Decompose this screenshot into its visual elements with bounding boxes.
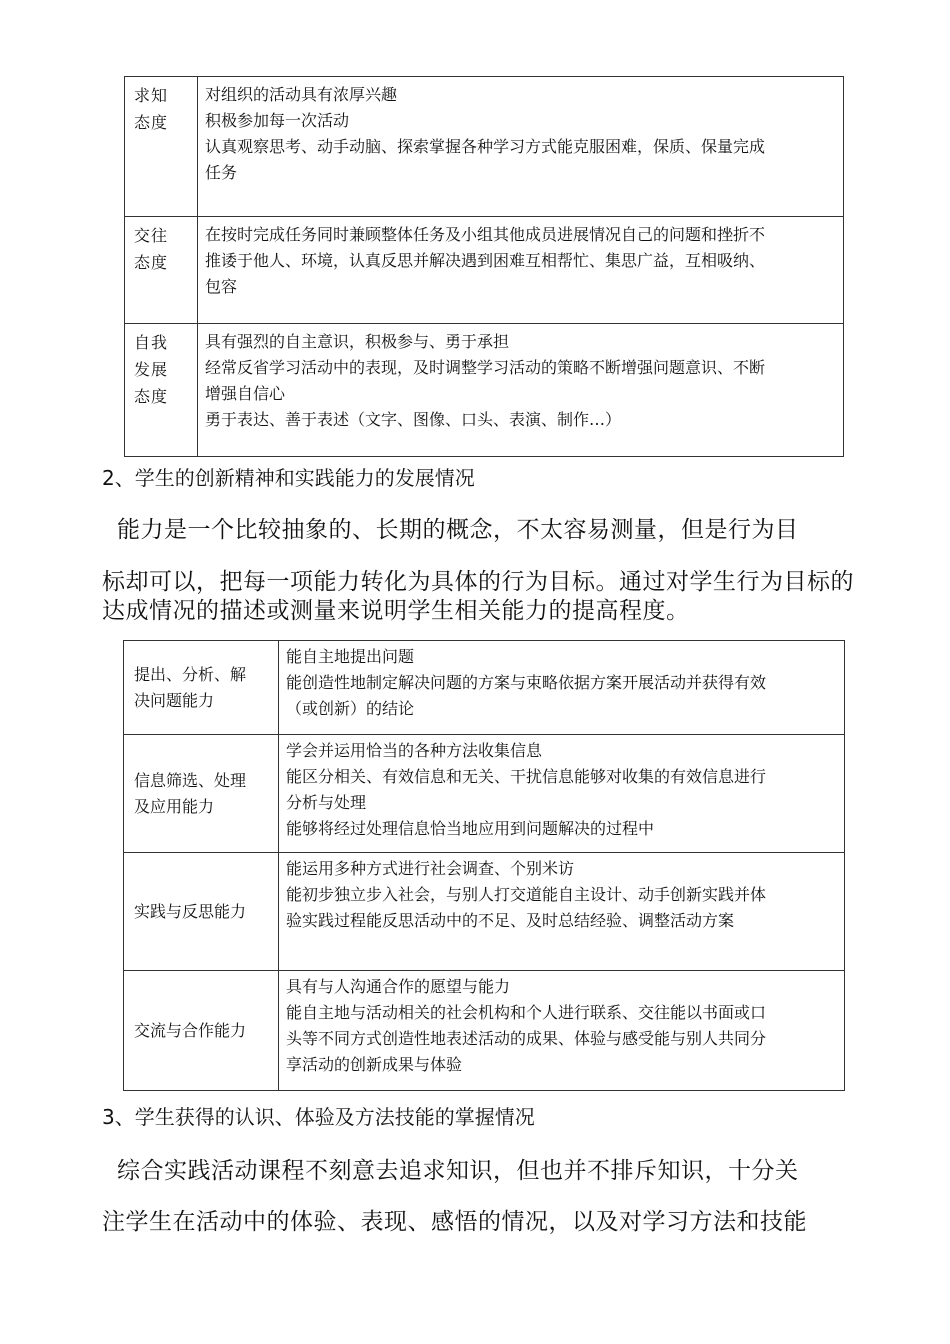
table-row (124, 735, 845, 853)
row-content: 能自主地提出问题 能创造性地制定解决问题的方案与束略依据方案开展活动并获得有效 （或创新）的结论 (279, 641, 845, 735)
attitude-table (124, 76, 844, 457)
row-content: 具有与人沟通合作的愿望与能力 能自主地与活动相关的社会机构和个人进行联系、交往能以书面或口 头等不同方式创造性地表述活动的成果、体验与感受能与别人共同分 享活动的创新成果与体验 (279, 971, 845, 1091)
row-label: 自我 发展 态度 (125, 324, 198, 457)
table-row (125, 324, 844, 457)
ability-table (123, 640, 845, 1091)
paragraph-line: 达成情况的描述或测量来说明学生相关能力的提高程度。 (102, 598, 690, 624)
row-content: 具有强烈的自主意识，积极参与、勇于承担 经常反省学习活动中的表现，及时调整学习活动的策略不断增强问题意识、不断 增强自信心 勇于表达、善于表述（文字、图像、口头、表演、制作…） (198, 324, 844, 457)
row-content: 能运用多种方式进行社会调查、个别米访 能初步独立步入社会，与别人打交道能自主设计、动手创新实践并体 验实践过程能反思活动中的不足、及时总结经验、调整活动方案 (279, 853, 845, 971)
row-content: 在按时完成任务同时兼顾整体任务及小组其他成员进展情况自己的问题和挫折不 推诿于他人、环境，认真反思并解决遇到困难互相帮忙、集思广益，互相吸纳、 包容 (198, 217, 844, 324)
paragraph-line: 综合实践活动课程不刻意去追求知识，但也并不排斥知识，十分关 (117, 1158, 799, 1184)
section-heading: 3、学生获得的认识、体验及方法技能的掌握情况 (102, 1105, 535, 1129)
paragraph-line: 注学生在活动中的体验、表现、感悟的情况，以及对学习方法和技能 (102, 1209, 807, 1235)
table-row (125, 77, 844, 217)
row-label: 交往 态度 (125, 217, 198, 324)
row-label: 求知 态度 (125, 77, 198, 217)
row-content: 学会并运用恰当的各种方法收集信息 能区分相关、有效信息和无关、干扰信息能够对收集的有效信息进行 分析与处理 能够将经过处理信息恰当地应用到问题解决的过程中 (279, 735, 845, 853)
table-row (124, 641, 845, 735)
row-label: 交流与合作能力 (124, 971, 279, 1091)
row-label: 提出、分析、解 决问题能力 (124, 641, 279, 735)
row-label: 实践与反思能力 (124, 853, 279, 971)
table-row (124, 853, 845, 971)
paragraph-line: 标却可以，把每一项能力转化为具体的行为目标。通过对学生行为目标的 (102, 569, 854, 595)
table-row (125, 217, 844, 324)
row-content: 对组织的活动具有浓厚兴趣 积极参加每一次活动 认真观察思考、动手动脑、探索掌握各种学习方式能克服困难，保质、保量完成 任务 (198, 77, 844, 217)
table-row (124, 971, 845, 1091)
section-heading: 2、学生的创新精神和实践能力的发展情况 (102, 466, 475, 490)
row-label: 信息筛选、处理 及应用能力 (124, 735, 279, 853)
paragraph-line: 能力是一个比较抽象的、长期的概念，不太容易测量，但是行为目 (117, 517, 799, 543)
